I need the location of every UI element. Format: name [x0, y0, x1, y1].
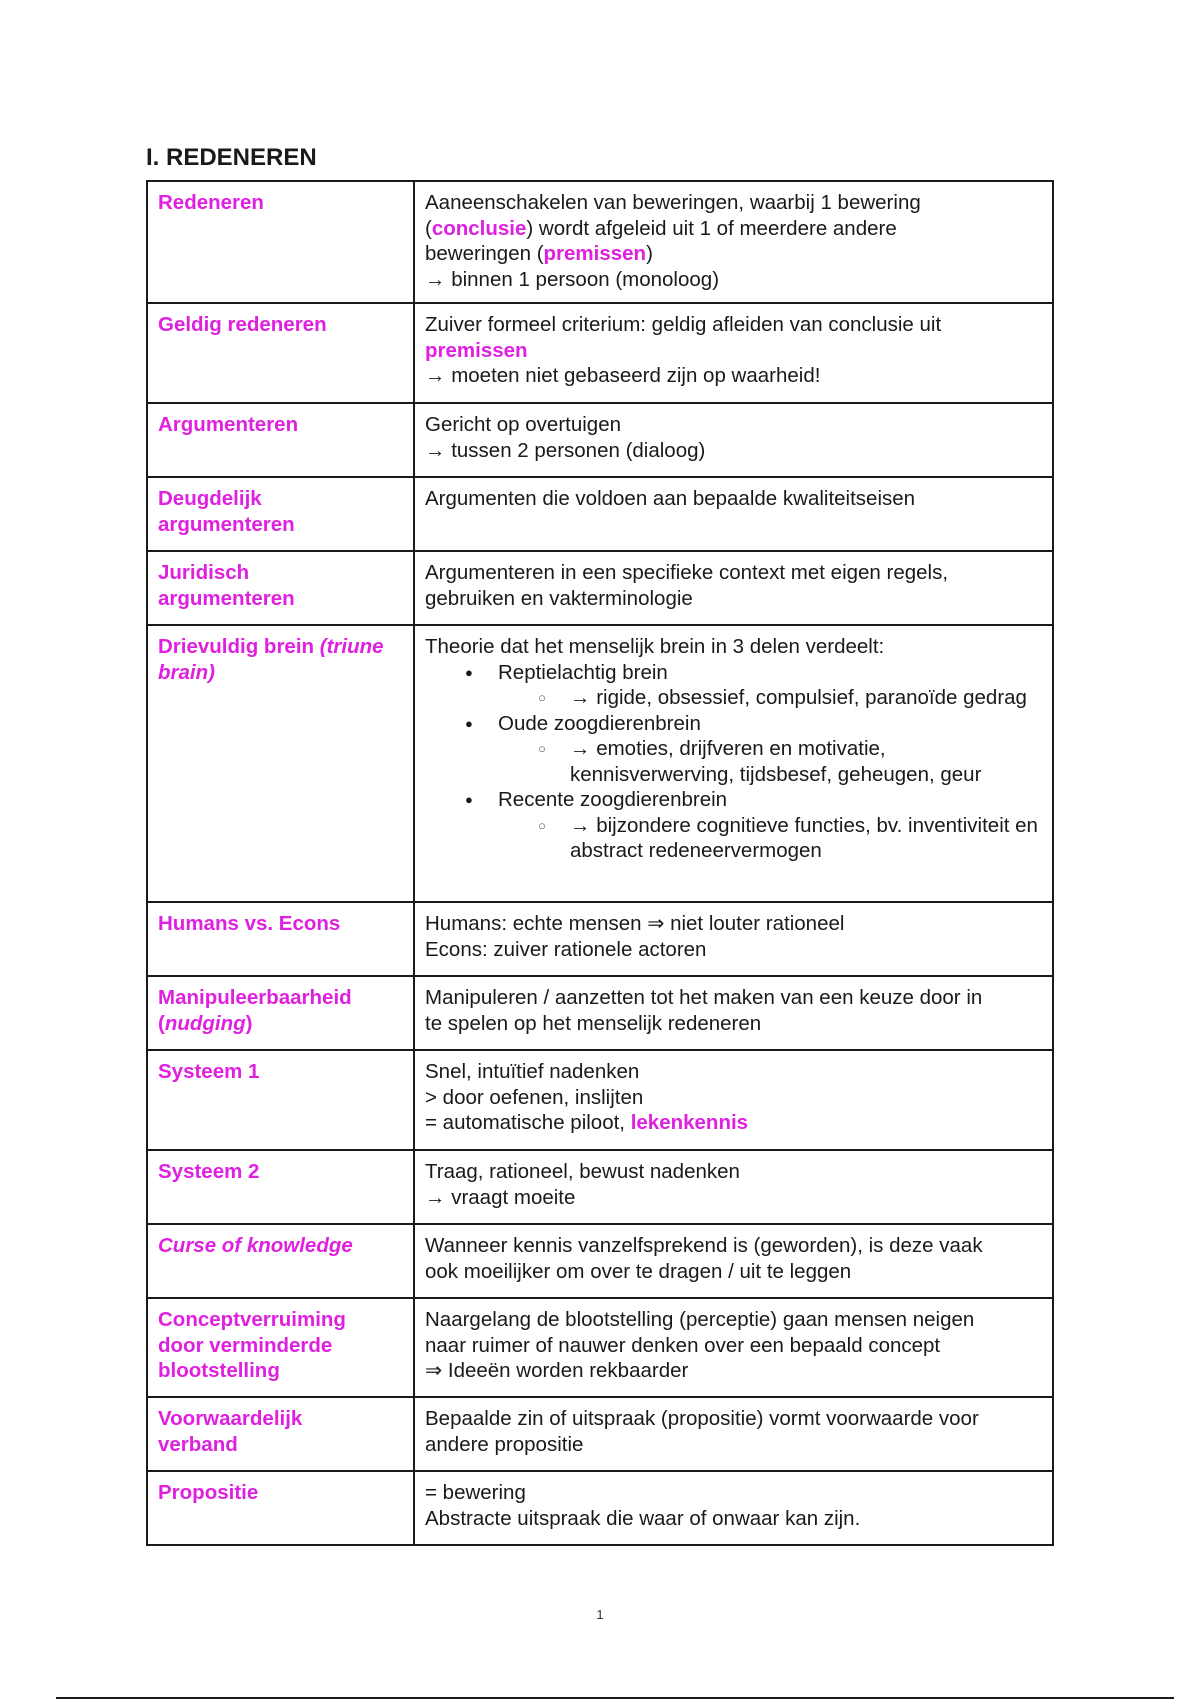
glossary-table [146, 180, 1054, 1546]
term-label: Argumenteren [158, 413, 299, 436]
term-cell [147, 477, 414, 551]
text: ( [425, 216, 432, 240]
definition-line: andere propositie [425, 1432, 584, 1456]
definition-line: Zuiver formeel criterium: geldig afleiden van conclusie uit [425, 313, 942, 336]
table-row [147, 1397, 1053, 1471]
list-item: ○ → emoties, drijfveren en motivatie, kennisverwerving, tijdsbesef, geheugen, geur [538, 736, 1042, 787]
definition-line [425, 241, 1042, 267]
term-cell [147, 1224, 414, 1298]
term-cell [147, 1397, 414, 1471]
definition-cell [414, 181, 1053, 303]
term-label: Conceptverruiming [158, 1308, 346, 1331]
list-item [465, 787, 1042, 864]
page-heading: I. REDENEREN [146, 144, 317, 171]
term-label: argumenteren [158, 586, 295, 610]
definition-line: → vraagt moeite [425, 1185, 576, 1209]
table-row [147, 1050, 1053, 1150]
text: ) [646, 242, 653, 265]
term-cell [147, 976, 414, 1050]
term-cell [147, 902, 414, 976]
table-row [147, 477, 1053, 551]
term-label: Deugdelijk [158, 487, 262, 510]
term-cell [147, 1150, 414, 1224]
definition-line: Manipuleren / aanzetten tot het maken van een keuze door in [425, 986, 983, 1009]
term-cell [147, 1050, 414, 1150]
definition-cell [414, 303, 1053, 403]
text: beweringen ( [425, 242, 544, 265]
term-label [158, 1011, 403, 1037]
highlight-term: premissen [543, 242, 647, 265]
term-label: Voorwaardelijk [158, 1407, 303, 1430]
text: Recente zoogdierenbrein [498, 788, 728, 811]
page-number: 1 [596, 1607, 604, 1622]
definition-line: → binnen 1 persoon (monoloog) [425, 267, 720, 291]
term-label: Systeem 1 [158, 1060, 260, 1083]
definition-line: Naargelang de blootstelling (perceptie) gaan mensen neigen [425, 1308, 975, 1331]
definition-line: te spelen op het menselijk redeneren [425, 1011, 762, 1035]
term-label [158, 660, 403, 686]
text: ) wordt afgeleid uit 1 of meerdere andere [526, 216, 897, 240]
definition-line: Bepaalde zin of uitspraak (propositie) vormt voorwaarde voor [425, 1407, 979, 1430]
highlight-term: lekenkennis [630, 1111, 749, 1134]
definition-line: → moeten niet gebaseerd zijn op waarheid! [425, 364, 821, 387]
definition-line: Aaneenschakelen van beweringen, waarbij 1 bewering [425, 191, 921, 214]
definition-line: Argumenten die voldoen aan bepaalde kwaliteitseisen [425, 487, 916, 510]
definition-line: ⇒ Ideeën worden rekbaarder [425, 1359, 689, 1382]
sub-bullet-list [498, 736, 1042, 787]
definition-line: > door oefenen, inslijten [425, 1085, 644, 1109]
text: ( [158, 1011, 165, 1035]
definition-line: Humans: echte mensen ⇒ niet louter rationeel [425, 912, 845, 935]
text: ) [245, 1011, 253, 1035]
table-row [147, 1298, 1053, 1397]
highlight-term: conclusie [431, 216, 527, 240]
definition-line [425, 1110, 1042, 1136]
term-label: Propositie [158, 1481, 259, 1504]
term-label [158, 634, 403, 660]
table-row [147, 1471, 1053, 1545]
definition-line: naar ruimer of nauwer denken over een bepaald concept [425, 1333, 941, 1357]
term-label: door verminderde [158, 1333, 333, 1357]
term-label: Systeem 2 [158, 1160, 260, 1183]
definition-cell [414, 976, 1053, 1050]
definition-cell [414, 1397, 1053, 1471]
text: Drievuldig brein [158, 635, 320, 658]
definition-cell [414, 1471, 1053, 1545]
term-label: Redeneren [158, 191, 264, 214]
table-row [147, 1150, 1053, 1224]
text: = automatische piloot, [425, 1111, 631, 1134]
text: (triune [319, 635, 384, 658]
definition-cell [414, 902, 1053, 976]
definition-line: Snel, intuïtief nadenken [425, 1060, 640, 1083]
term-cell [147, 551, 414, 625]
bullet-list [425, 660, 1042, 864]
sub-bullet-list [498, 685, 1042, 711]
term-label: Juridisch [158, 561, 250, 584]
definition-line: Traag, rationeel, bewust nadenken [425, 1160, 740, 1183]
table-row [147, 902, 1053, 976]
term-label: blootstelling [158, 1359, 280, 1382]
definition-cell [414, 1050, 1053, 1150]
term-label: argumenteren [158, 512, 295, 536]
definition-cell [414, 403, 1053, 477]
definition-line [425, 216, 1042, 242]
definition-cell [414, 1298, 1053, 1397]
definition-line: Theorie dat het menselijk brein in 3 delen verdeelt: [425, 635, 885, 658]
term-label: Geldig redeneren [158, 313, 327, 336]
term-cell [147, 181, 414, 303]
definition-line: = bewering [425, 1481, 526, 1504]
term-label: Curse of knowledge [158, 1234, 353, 1257]
term-cell [147, 403, 414, 477]
table-row [147, 181, 1053, 303]
text: Oude zoogdierenbrein [498, 711, 701, 735]
definition-line: ook moeilijker om over te dragen / uit te leggen [425, 1259, 852, 1283]
term-cell [147, 625, 414, 902]
definition-line: Abstracte uitspraak die waar of onwaar kan zijn. [425, 1506, 861, 1530]
table-row [147, 976, 1053, 1050]
text: nudging [164, 1011, 246, 1035]
list-item: ○ → rigide, obsessief, compulsief, paranoïde gedrag [538, 685, 1042, 711]
table-row [147, 551, 1053, 625]
definition-line: premissen [425, 338, 528, 362]
list-item [465, 660, 1042, 711]
table-row [147, 1224, 1053, 1298]
term-label: Humans vs. Econs [158, 912, 341, 935]
definition-cell [414, 477, 1053, 551]
definition-line: Gericht op overtuigen [425, 413, 622, 436]
table-row [147, 303, 1053, 403]
text: brain) [158, 660, 215, 684]
definition-line: Wanneer kennis vanzelfsprekend is (geworden), is deze vaak [425, 1234, 983, 1257]
term-cell [147, 303, 414, 403]
definition-line: → tussen 2 personen (dialoog) [425, 438, 706, 462]
term-cell [147, 1471, 414, 1545]
sub-bullet-list [498, 813, 1042, 864]
definition-cell [414, 1150, 1053, 1224]
footer-divider [56, 1697, 1174, 1699]
list-item [465, 711, 1042, 788]
definition-cell [414, 625, 1053, 902]
definition-cell [414, 1224, 1053, 1298]
table-row [147, 403, 1053, 477]
text: Reptielachtig brein [498, 660, 668, 684]
term-cell [147, 1298, 414, 1397]
definition-line: Argumenteren in een specifieke context met eigen regels, [425, 561, 949, 584]
table-row [147, 625, 1053, 902]
definition-line: gebruiken en vakterminologie [425, 586, 693, 610]
term-label: verband [158, 1432, 238, 1456]
list-item: ○ → bijzondere cognitieve functies, bv. inventiviteit en abstract redeneervermogen [538, 813, 1042, 864]
definition-cell [414, 551, 1053, 625]
definition-line: Econs: zuiver rationele actoren [425, 937, 707, 961]
term-label: Manipuleerbaarheid [158, 986, 352, 1009]
